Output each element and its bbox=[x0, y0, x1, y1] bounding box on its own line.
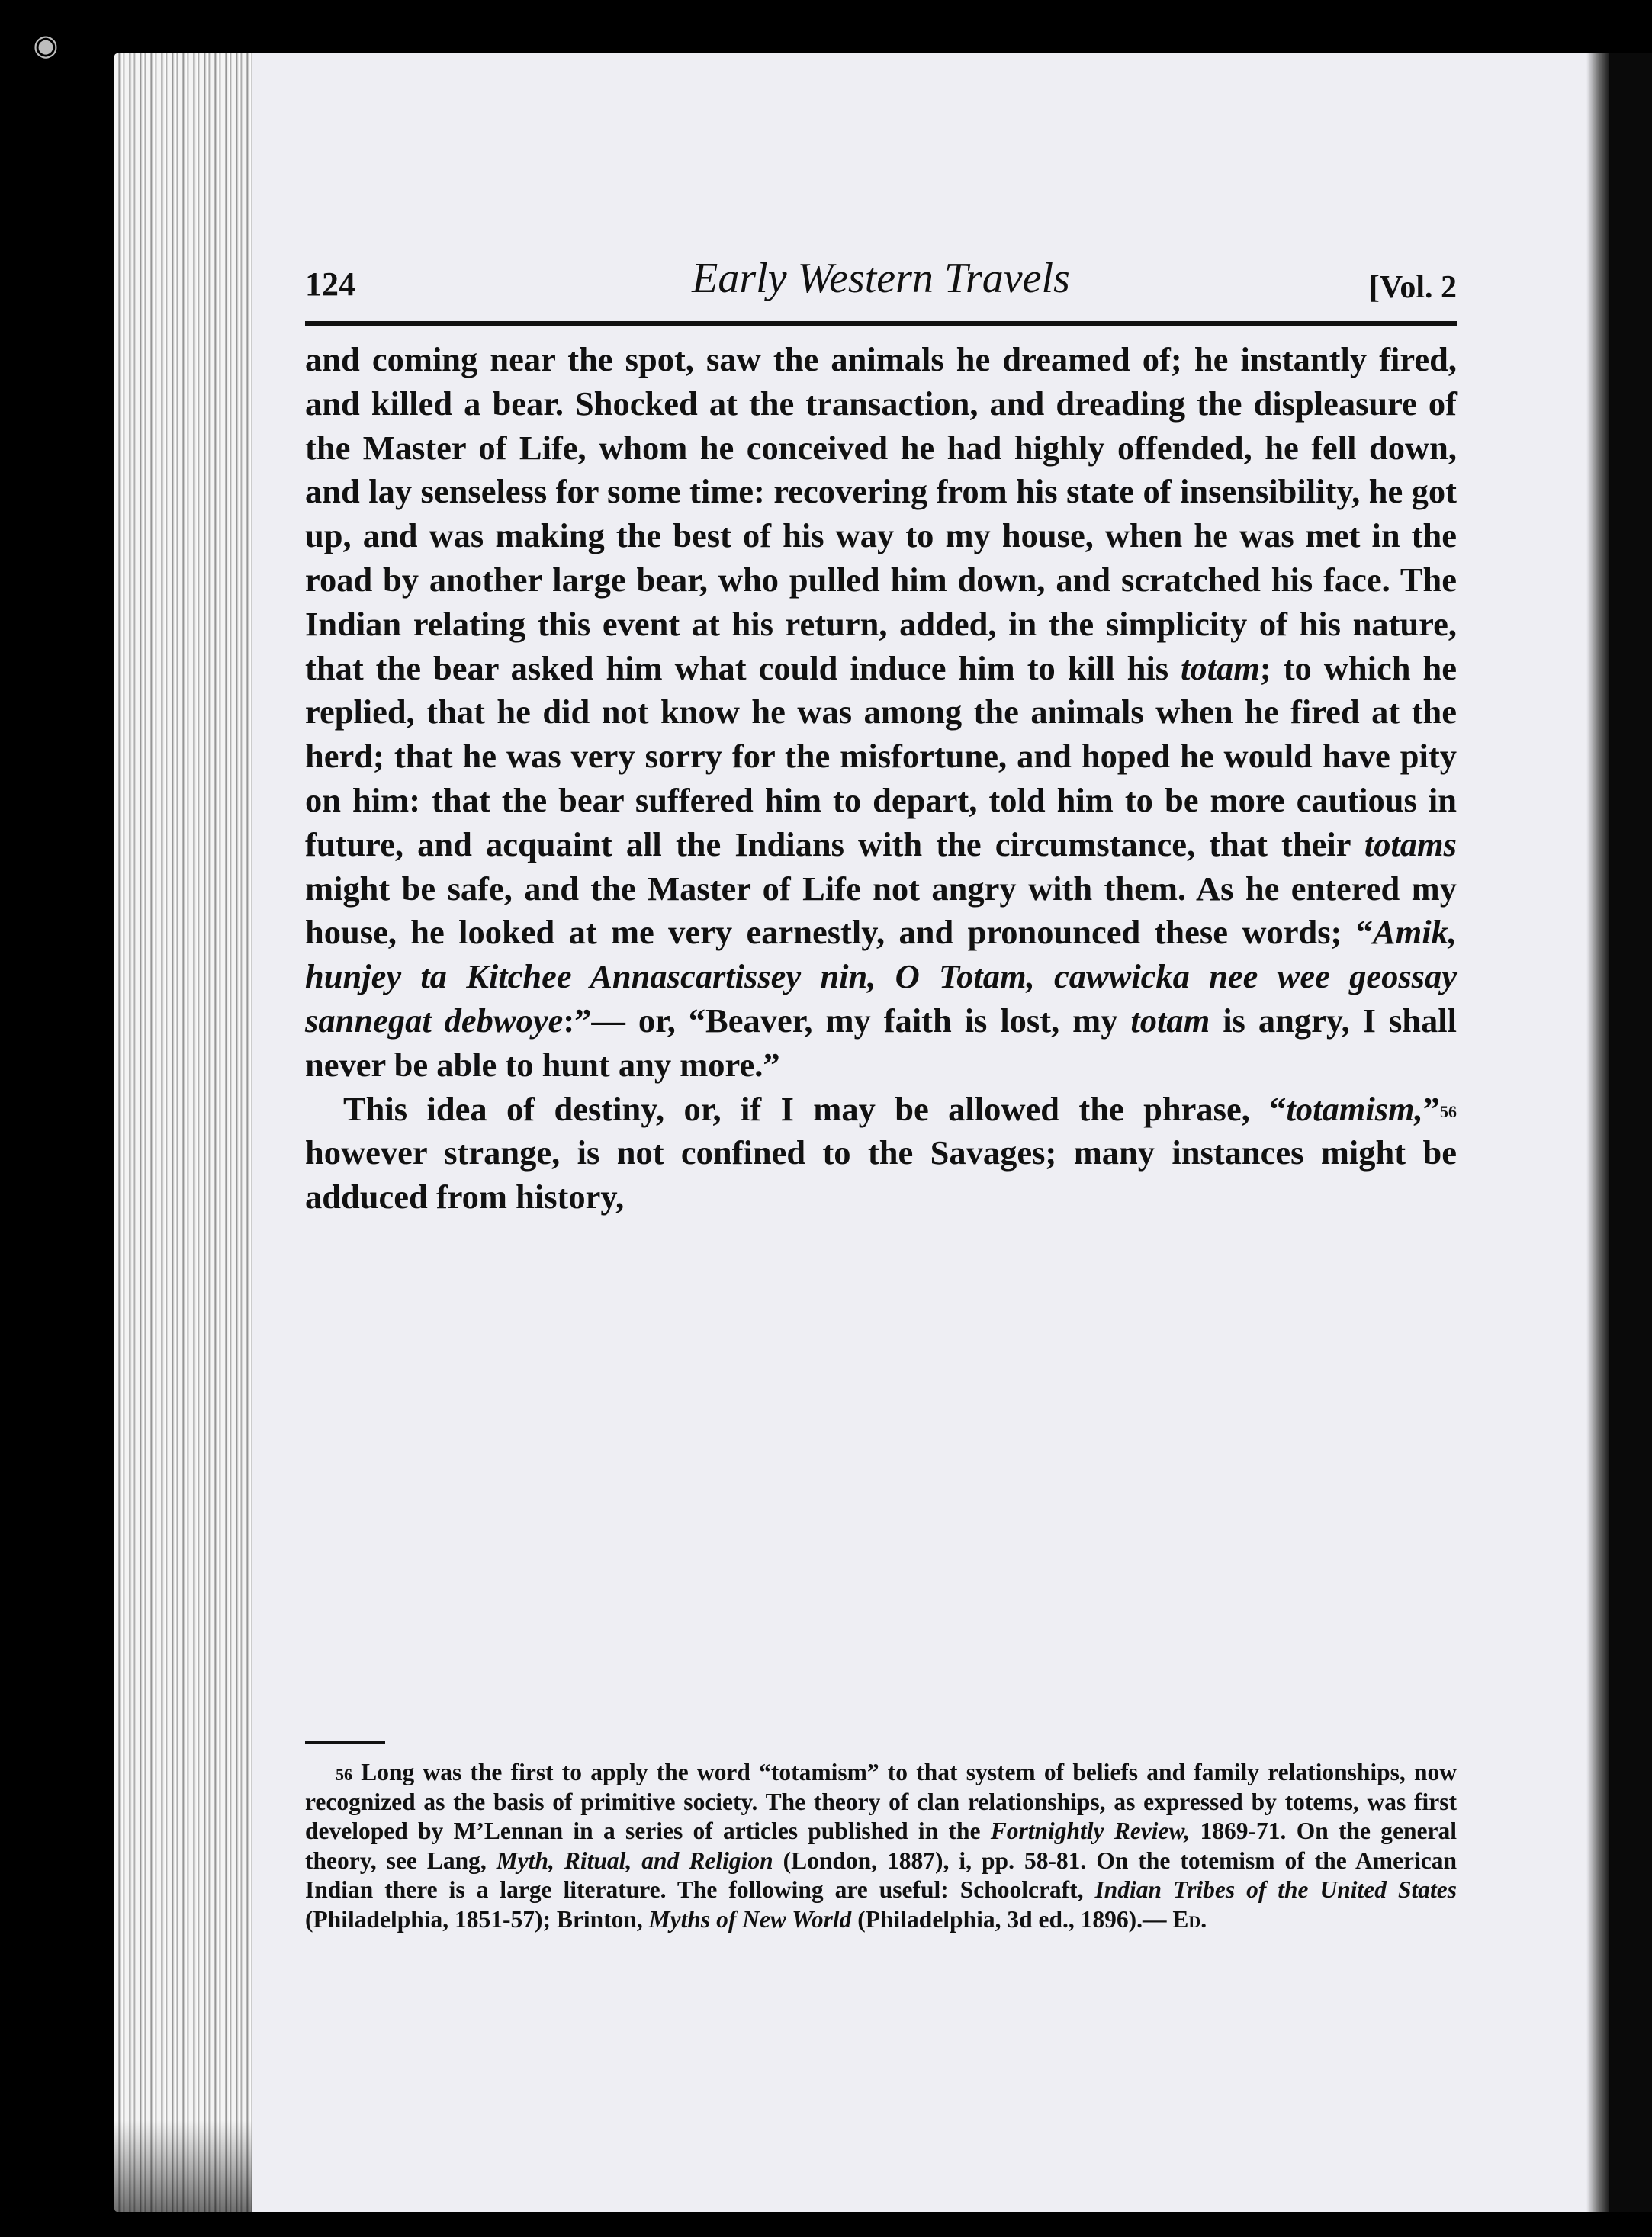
page-edges bbox=[114, 53, 259, 2212]
p1-text-1: and coming near the spot, saw the animals he dreamed of; he instantly fired, and killed a bear. Shocked at the transaction, and dreading the displeasure of the Master of Life, whom he conceived he had highly offended, he fell down, and lay senseless for some time: recovering from his state of insensibility, he got up, and was making the best of his way to my house, when he was met in the road by another large bear, who pulled him down, and scratched his face. The Indian relating this event at his return, added, in the simplicity of his nature, that the bear asked him what could induce him to kill his bbox=[305, 340, 1457, 687]
fn-text-2: 1869-71. On the general theory, see Lang, bbox=[305, 1818, 1457, 1874]
corner-glyph-icon: ◉ bbox=[33, 30, 59, 62]
fn-text-4: (Philadelphia, 1851-57); Brinton, bbox=[305, 1905, 649, 1933]
header-rule bbox=[305, 321, 1457, 326]
footnote-rule bbox=[305, 1741, 385, 1744]
fn-italic-4: Myths of New World bbox=[648, 1905, 852, 1933]
p1-italic-3: Amik, hunjey ta Kitchee Annascartissey nin, O Totam, cawwicka nee wee geossay sannegat debwoye bbox=[305, 913, 1457, 1040]
paragraph-1 bbox=[305, 338, 1457, 1088]
page-text-block bbox=[305, 248, 1457, 2132]
footnote-paragraph bbox=[305, 1758, 1457, 1935]
running-title: Early Western Travels bbox=[692, 255, 1070, 302]
paragraph-2 bbox=[305, 1088, 1457, 1220]
p1-text-5: is angry, I shall never be able to hunt any more.” bbox=[305, 1001, 1457, 1084]
p1-text-4: :”— or, “Beaver, my faith is lost, my bbox=[563, 1001, 1131, 1040]
footnote-reference: 56 bbox=[1440, 1101, 1457, 1121]
editor-mark: Ed. bbox=[1172, 1905, 1207, 1933]
body-text bbox=[305, 338, 1457, 1220]
running-header bbox=[305, 248, 1457, 309]
p1-text-2: ; to which he replied, that he did not know he was among the animals when he fired at the herd; that he was very sorry for the misfortune, and hoped he would have pity on him: that the bear suffered him to depart, told him to be more cautious in future, and acquaint all the Indians with the circumstance, that their bbox=[305, 648, 1457, 863]
fn-text-1: Long was the first to apply the word “totamism” to that system of beliefs and family relationships, now recognized as the basis of primitive society. The theory of clan relationships, as expressed by totems, was first developed by M’Lennan in a series of articles published in the bbox=[305, 1759, 1457, 1845]
p1-italic-1: totam bbox=[1181, 648, 1260, 687]
p2-text-2: ” bbox=[1422, 1089, 1440, 1128]
page-gutter-shadow bbox=[1586, 53, 1609, 2212]
fn-italic-3: Indian Tribes of the United States bbox=[1094, 1876, 1457, 1904]
p1-italic-4: totam bbox=[1130, 1001, 1210, 1040]
footnote-number: 56 bbox=[336, 1765, 352, 1784]
right-margin-dark bbox=[1609, 53, 1652, 2212]
p1-italic-2: totams bbox=[1364, 824, 1457, 863]
p2-text-1: This idea of destiny, or, if I may be allowed the phrase, “ bbox=[343, 1089, 1287, 1128]
page-number: 124 bbox=[305, 265, 355, 303]
volume-label: [Vol. 2 bbox=[1368, 270, 1457, 305]
fn-italic-1: Fortnightly Review, bbox=[990, 1818, 1191, 1845]
p1-text-3: might be safe, and the Master of Life not angry with them. As he entered my house, he looked at me very earnestly, and pronounced these words; “ bbox=[305, 869, 1457, 952]
fn-text-3: (London, 1887), i, pp. 58-81. On the totemism of the American Indian there is a large literature. The following are useful: Schoolcraft, bbox=[305, 1846, 1457, 1904]
fn-text-5: (Philadelphia, 3d ed., 1896).— bbox=[851, 1905, 1173, 1933]
fn-italic-2: Myth, Ritual, and Religion bbox=[496, 1846, 773, 1874]
p2-text-3: however strange, is not confined to the Savages; many instances might be adduced from history, bbox=[305, 1133, 1457, 1217]
footnote bbox=[305, 1758, 1457, 1935]
p2-italic-1: totamism, bbox=[1286, 1089, 1423, 1128]
